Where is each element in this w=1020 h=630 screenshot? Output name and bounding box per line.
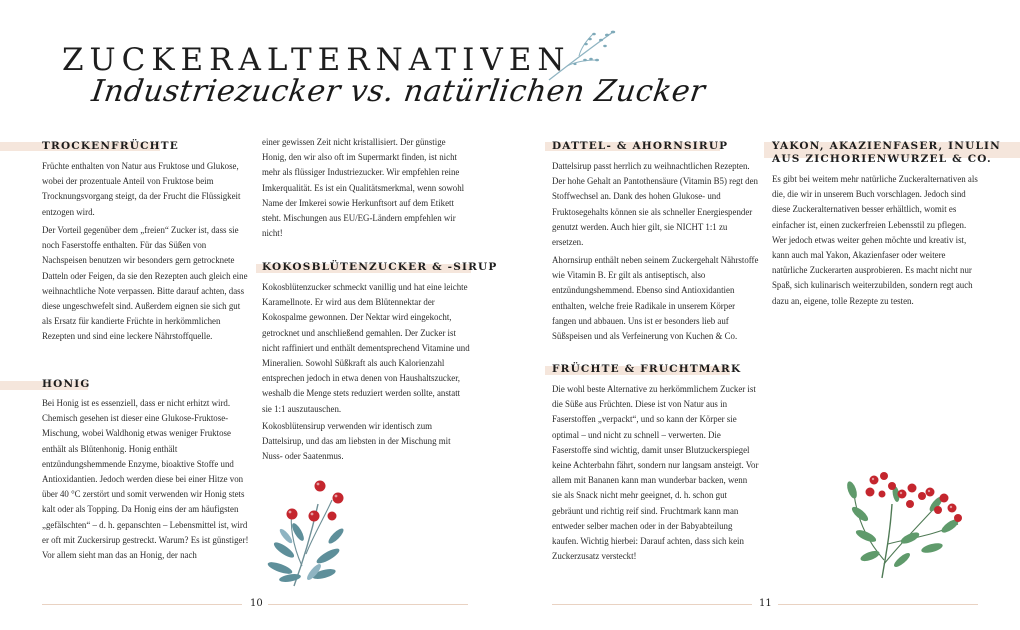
section-heading-yakon-line2: AUS ZICHORIENWURZEL & CO.: [772, 153, 992, 165]
paragraph: Kokosblütensirup verwenden wir identisch zum Dattelsirup, und das am liebsten in der Mischung mit Nuss- oder Saatenmus.: [262, 421, 451, 462]
section-heading-kokosbluetenzucker: KOKOSBLÜTENZUCKER & -SIRUP: [262, 261, 498, 273]
section-heading-dattel-ahornsirup: DATTEL- & AHORNSIRUP: [552, 140, 729, 152]
footer-rule: [778, 604, 978, 605]
footer-rule: [42, 604, 242, 605]
paragraph: Früchte enthalten von Natur aus Fruktose und Glukose, wobei der prozentuale Anteil von Fruktose beim Trocknungsvorgang steigt, da der Frucht die Flüssigkeit entzogen wird.: [42, 161, 241, 217]
page-subtitle: Industriezucker vs. natürlichen Zucker: [89, 74, 708, 109]
footer-rule: [552, 604, 752, 605]
section-heading-honig: HONIG: [42, 378, 91, 390]
paragraph: Dattelsirup passt herrlich zu weihnachtlichen Rezepten. Der hohe Gehalt an Pantothensäure (Vitamin B5) regt den Stoffwechsel an. Dank des hohen Glukose- und Fruktosegehalts können sie als schneller Energiespender genutzt werden. Auch hier gilt, sie NICHT 1:1 zu ersetzen.: [552, 161, 758, 248]
section-heading-trockenfruechte: TROCKENFRÜCHTE: [42, 140, 180, 152]
berry-bush-icon: [840, 464, 970, 582]
paragraph: Ahornsirup enthält neben seinem Zuckergehalt Nährstoffe wie Vitamin B. Er gilt als antiseptisch, also entzündungshemmend. Ebenso sind Antioxidantien enthalten, welche freie Radikale in unserem Körper fangen und abbauen. Uns ist er besonders lieb auf Süßspeisen und als Verfeinerung von Kuchen & Co.: [552, 255, 759, 342]
section-heading-yakon-line1: YAKON, AKAZIENFASER, INULIN: [772, 140, 1001, 152]
blue-sprig-icon: [545, 22, 620, 84]
section-heading-fruechte-fruchtmark: FRÜCHTE & FRUCHTMARK: [552, 363, 742, 375]
page-number: 10: [250, 598, 263, 609]
page-number: 11: [759, 598, 772, 609]
paragraph: Es gibt bei weitem mehr natürliche Zuckeralternativen als die, die wir in unserem Buch vorschlagen. Jedoch sind diese Zuckeralternativen besser erhältlich, womit es einfacher ist, einen zuckerfreien Lebensstil zu pflegen. Wer jedoch etwas weiter gehen möchte und kreativ ist, kann auch mal Yakon, Akazienfaser oder weitere natürliche Zuckerarten ausprobieren. Es macht nicht nur Spaß, sich kulinarisch weiterzubilden, sondern regt auch dazu an, eigene, tolle Rezepte zu testen.: [772, 174, 978, 306]
paragraph: Die wohl beste Alternative zu herkömmlichem Zucker ist die Süße aus Früchten. Diese ist von Natur aus in Faserstoffen „verpackt“, und so kann der Körper sie optimal – und nicht zu schnell – verwerten. Die Faserstoffe sind wichtig, damit unser Blutzuckerspiegel keine Achterbahn fährt, sondern nur langsam ansteigt. Vor allem mit Bananen kann man wunderbar backen, wenn sie als Snack nicht mehr geeignet, d. h. schon gut gebräunt und richtig reif sind. Fruchtmark kann man entweder selber machen oder in der Babyabteilung kaufen. Wichtig hierbei: Darauf achten, dass sich kein Zuckerzusatz versteckt!: [552, 384, 759, 562]
paragraph: Kokosblütenzucker schmeckt vanillig und hat eine leichte Karamellnote. Er wird aus dem Blütennektar der Kokospalme gewonnen. Der Nektar wird eingekocht, getrocknet und anschließend gemahlen. Der Zucker ist nicht raffiniert und enthält dementsprechend Vitamine und Mineralien. Sowohl Süßkraft als auch Kalorienzahl entsprechen jedoch in etwa denen von Haushaltszucker, weshalb die Menge stets reduziert werden sollte, anstatt sie 1:1 auszutauschen.: [262, 282, 470, 414]
page-title: ZUCKERALTERNATIVEN: [62, 42, 571, 78]
footer-rule: [268, 604, 468, 605]
paragraph: Bei Honig ist es essenziell, dass er nicht erhitzt wird. Chemisch gesehen ist dieser eine Glukose-Fruktose-Mischung, wobei Waldhonig etwas weniger Fruktose enthält als Blütenhonig. Honig enthält entzündungshemmende Enzyme, bioaktive Stoffe und Antioxidantien. Jedoch werden diese bei einer Hitze von über 40 °C zerstört und somit verwenden wir Honig stets kalt oder als Topping. Da Honig eins der am häufigsten „gefälschten“ – d. h. gepanschten – Lebensmittel ist, wird er oft mit Zuckersirup gestreckt. Warum? Es ist günstiger! Vor allem sieht man das an Honig, der nach: [42, 398, 249, 561]
berry-branch-icon: [262, 474, 362, 590]
paragraph: einer gewissen Zeit nicht kristallisiert. Der günstige Honig, den wir also oft im Supermarkt finden, ist nicht mehr als flüssiger Industriezucker. Wir empfehlen reine Imkerqualität. Es ist ein Qualitätsmerkmal, wenn sowohl Name der Imkerei sowie Herkunftsort auf dem Etikett steht. Mischungen aus EU/EG-Ländern empfehlen wir nicht!: [262, 137, 465, 239]
paragraph: Der Vorteil gegenüber dem „freien“ Zucker ist, dass sie noch Faserstoffe enthalten. Für das Süßen von Nachspeisen benutzen wir besonders gern getrocknete Datteln oder Feigen, da sie den Rezepten auch gleich eine weihnachtliche Note verpassen. Bitte darauf achten, dass diese ungeschwefelt sind. Außerdem eignen sie sich gut als Ersatz für kandierte Früchte in herkömmlichen Rezepten und sind eine leckere Nährstoffquelle.: [42, 225, 248, 342]
